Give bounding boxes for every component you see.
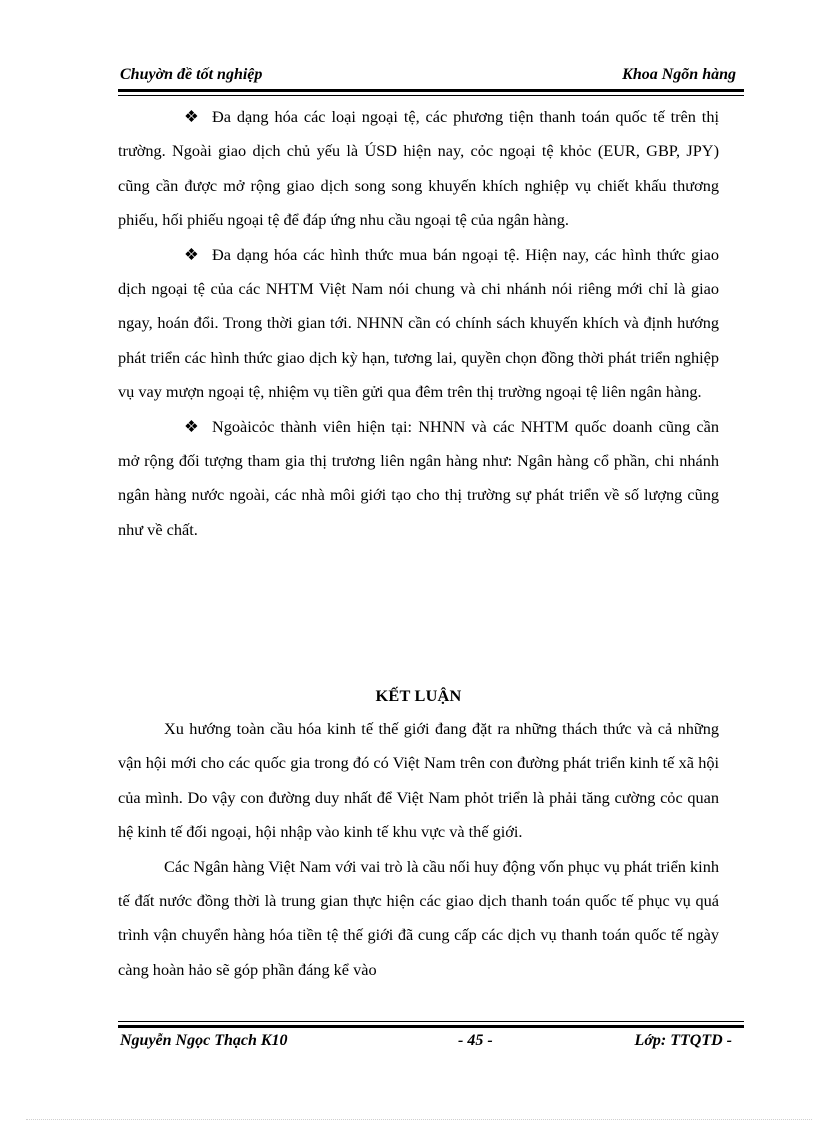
bullet-paragraph-3: [118, 410, 719, 548]
page-edge-dotted-line: [26, 1119, 812, 1120]
conclusion-paragraph-1: Xu hướng toàn cầu hóa kinh tế thế giới đang đặt ra những thách thức và cả những vận hội mới cho các quốc gia trong đó có Việt Nam trên con đường phát triển kinh tế xã hội của mình. Do vậy con đường duy nhất để Việt Nam phỏt triển là phải tăng cường cỏc quan hệ kinh tế đối ngoại, hội nhập vào kinh tế khu vực và thế giới.: [118, 719, 719, 842]
conclusion-heading: KẾT LUẬN: [375, 686, 462, 705]
header-rule-thin: [118, 95, 744, 96]
footer-rule-thin: [118, 1021, 744, 1022]
diamond-bullet-icon: ❖: [184, 244, 199, 264]
header-rule-thick: [118, 89, 744, 92]
diamond-bullet-icon: ❖: [184, 416, 199, 436]
header-thesis-title: Chuyờn đề tốt nghiệp: [120, 66, 263, 83]
footer-author: Nguyễn Ngọc Thạch K10: [120, 1032, 288, 1049]
header-faculty: Khoa Ngõn hàng: [622, 66, 736, 83]
footer-page-number: - 45 -: [458, 1032, 493, 1049]
footer-rule-thick: [118, 1025, 744, 1028]
bullet-text-2: Đa dạng hóa các hình thức mua bán ngoại tệ. Hiện nay, các hình thức giao dịch ngoại tệ của các NHTM Việt Nam nói chung và chi nhánh nói riêng mới chỉ là giao ngay, hoán đổi. Trong thời gian tới. NHNN cần có chính sách khuyến khích và định hướng phát triển các hình thức giao dịch kỳ hạn, tương lai, quyền chọn đồng thời phát triển nghiệp vụ vay mượn ngoại tệ, nhiệm vụ tiền gửi qua đêm trên thị trường ngoại tệ liên ngân hàng.: [118, 244, 719, 402]
page-footer: [118, 1030, 744, 1076]
body-content: [118, 100, 719, 547]
bullet-paragraph-2: [118, 238, 719, 410]
bullet-paragraph-1: [118, 100, 719, 238]
conclusion-section: [118, 712, 719, 987]
bullet-text-1: Đa dạng hóa các loại ngoại tệ, các phương tiện thanh toán quốc tế trên thị trường. Ngoài giao dịch chủ yếu là ÚSD hiện nay, cỏc ngoại tệ khỏc (EUR, GBP, JPY) cũng cần được mở rộng giao dịch song song khuyến khích nghiệp vụ chiết khấu thương phiếu, hối phiếu ngoại tệ để đáp ứng nhu cầu ngoại tệ của ngân hàng.: [118, 107, 719, 230]
bullet-text-3: Ngoàicỏc thành viên hiện tại: NHNN và các NHTM quốc doanh cũng cần mở rộng đối tượng tham gia thị trương liên ngân hàng như: Ngân hàng cổ phần, chi nhánh ngân hàng nước ngoài, các nhà môi giới tạo cho thị trường sự phát triển về số lượng cũng như về chất.: [118, 416, 719, 539]
footer-class: Lớp: TTQTD -: [634, 1032, 732, 1049]
conclusion-paragraph-2: Các Ngân hàng Việt Nam với vai trò là cầu nối huy động vốn phục vụ phát triển kinh tế đất nước đồng thời là trung gian thực hiện các giao dịch thanh toán quốc tế phục vụ quá trình vận chuyển hàng hóa tiền tệ thế giới đã cung cấp các dịch vụ thanh toán quốc tế ngày càng hoàn hảo sẽ góp phần đáng kể vào: [118, 856, 719, 979]
diamond-bullet-icon: ❖: [184, 107, 199, 126]
page-header: [118, 66, 744, 88]
